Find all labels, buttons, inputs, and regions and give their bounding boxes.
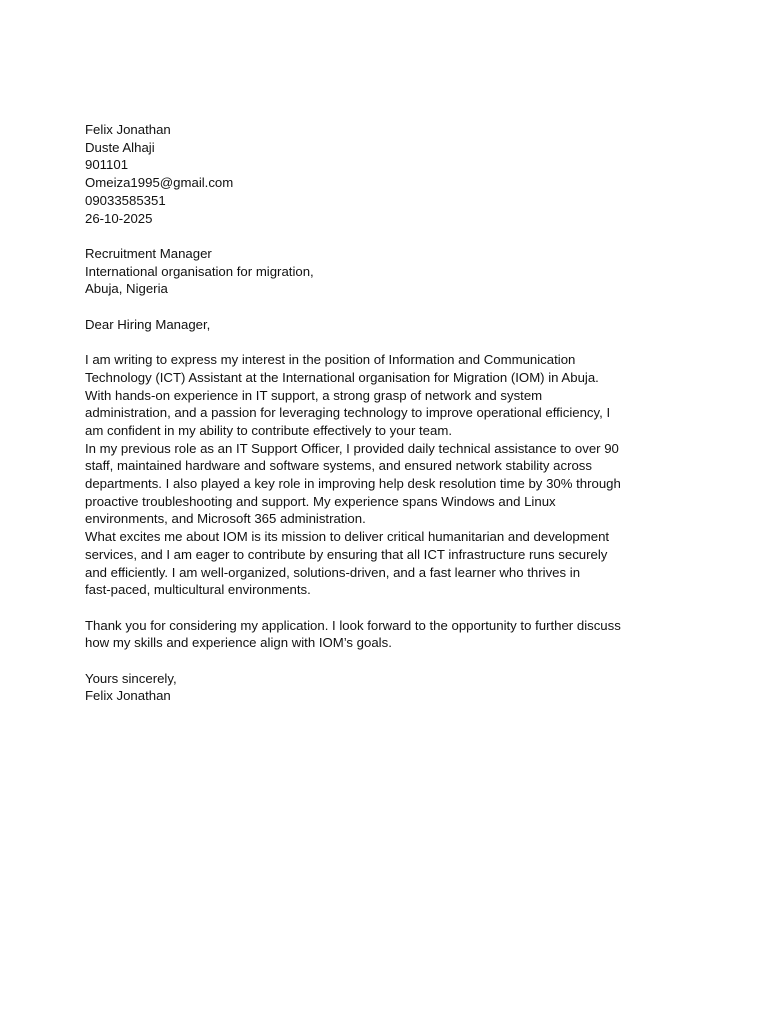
body-line: proactive troubleshooting and support. My experience spans Windows and Linux bbox=[85, 493, 556, 509]
sender-address bbox=[85, 121, 685, 227]
body-line: how my skills and experience align with IOM’s goals. bbox=[85, 635, 392, 651]
salutation: Dear Hiring Manager, bbox=[85, 316, 211, 332]
body-paragraph-2 bbox=[85, 617, 685, 652]
body-line: fast-paced, multicultural environments. bbox=[85, 582, 311, 598]
letter-date: 26-10-2025 bbox=[85, 210, 153, 226]
body-line: Thank you for considering my application. I look forward to the opportunity to further discuss bbox=[85, 617, 621, 633]
sender-email: Omeiza1995@gmail.com bbox=[85, 175, 234, 191]
body-line: am confident in my ability to contribute effectively to your team. bbox=[85, 422, 452, 438]
sender-street: Duste Alhaji bbox=[85, 139, 155, 155]
body-line: I am writing to express my interest in the position of Information and Communication bbox=[85, 352, 576, 368]
sender-name: Felix Jonathan bbox=[85, 122, 171, 137]
body-line: administration, and a passion for leveraging technology to improve operational efficiency, I bbox=[85, 405, 611, 421]
body-line: With hands-on experience in IT support, a strong grasp of network and system bbox=[85, 387, 543, 403]
spacer bbox=[85, 599, 685, 617]
recipient-title: Recruitment Manager bbox=[85, 245, 212, 261]
spacer bbox=[85, 333, 685, 351]
closing bbox=[85, 670, 685, 705]
body-line: Technology (ICT) Assistant at the International organisation for Migration (IOM) in Abuja. bbox=[85, 369, 599, 385]
spacer bbox=[85, 652, 685, 670]
body-line: departments. I also played a key role in improving help desk resolution time by 30% through bbox=[85, 476, 621, 492]
spacer bbox=[85, 298, 685, 316]
recipient-address bbox=[85, 245, 685, 298]
recipient-location: Abuja, Nigeria bbox=[85, 281, 168, 297]
body-paragraph-1 bbox=[85, 351, 685, 599]
closing-phrase: Yours sincerely, bbox=[85, 670, 177, 686]
body-line: In my previous role as an IT Support Officer, I provided daily technical assistance to over 90 bbox=[85, 440, 619, 456]
body-line: services, and I am eager to contribute by ensuring that all ICT infrastructure runs securely bbox=[85, 546, 608, 562]
recipient-organisation: International organisation for migration, bbox=[85, 263, 314, 279]
body-line: staff, maintained hardware and software systems, and ensured network stability across bbox=[85, 458, 592, 474]
spacer bbox=[85, 227, 685, 245]
body-line: environments, and Microsoft 365 administration. bbox=[85, 511, 366, 527]
sender-postcode: 901101 bbox=[85, 157, 129, 173]
cover-letter bbox=[85, 121, 685, 705]
body-line: and efficiently. I am well-organized, solutions-driven, and a fast learner who thrives in bbox=[85, 564, 581, 580]
body-line: What excites me about IOM is its mission to deliver critical humanitarian and development bbox=[85, 529, 610, 545]
signature-name: Felix Jonathan bbox=[85, 688, 171, 704]
sender-phone: 09033585351 bbox=[85, 192, 166, 208]
